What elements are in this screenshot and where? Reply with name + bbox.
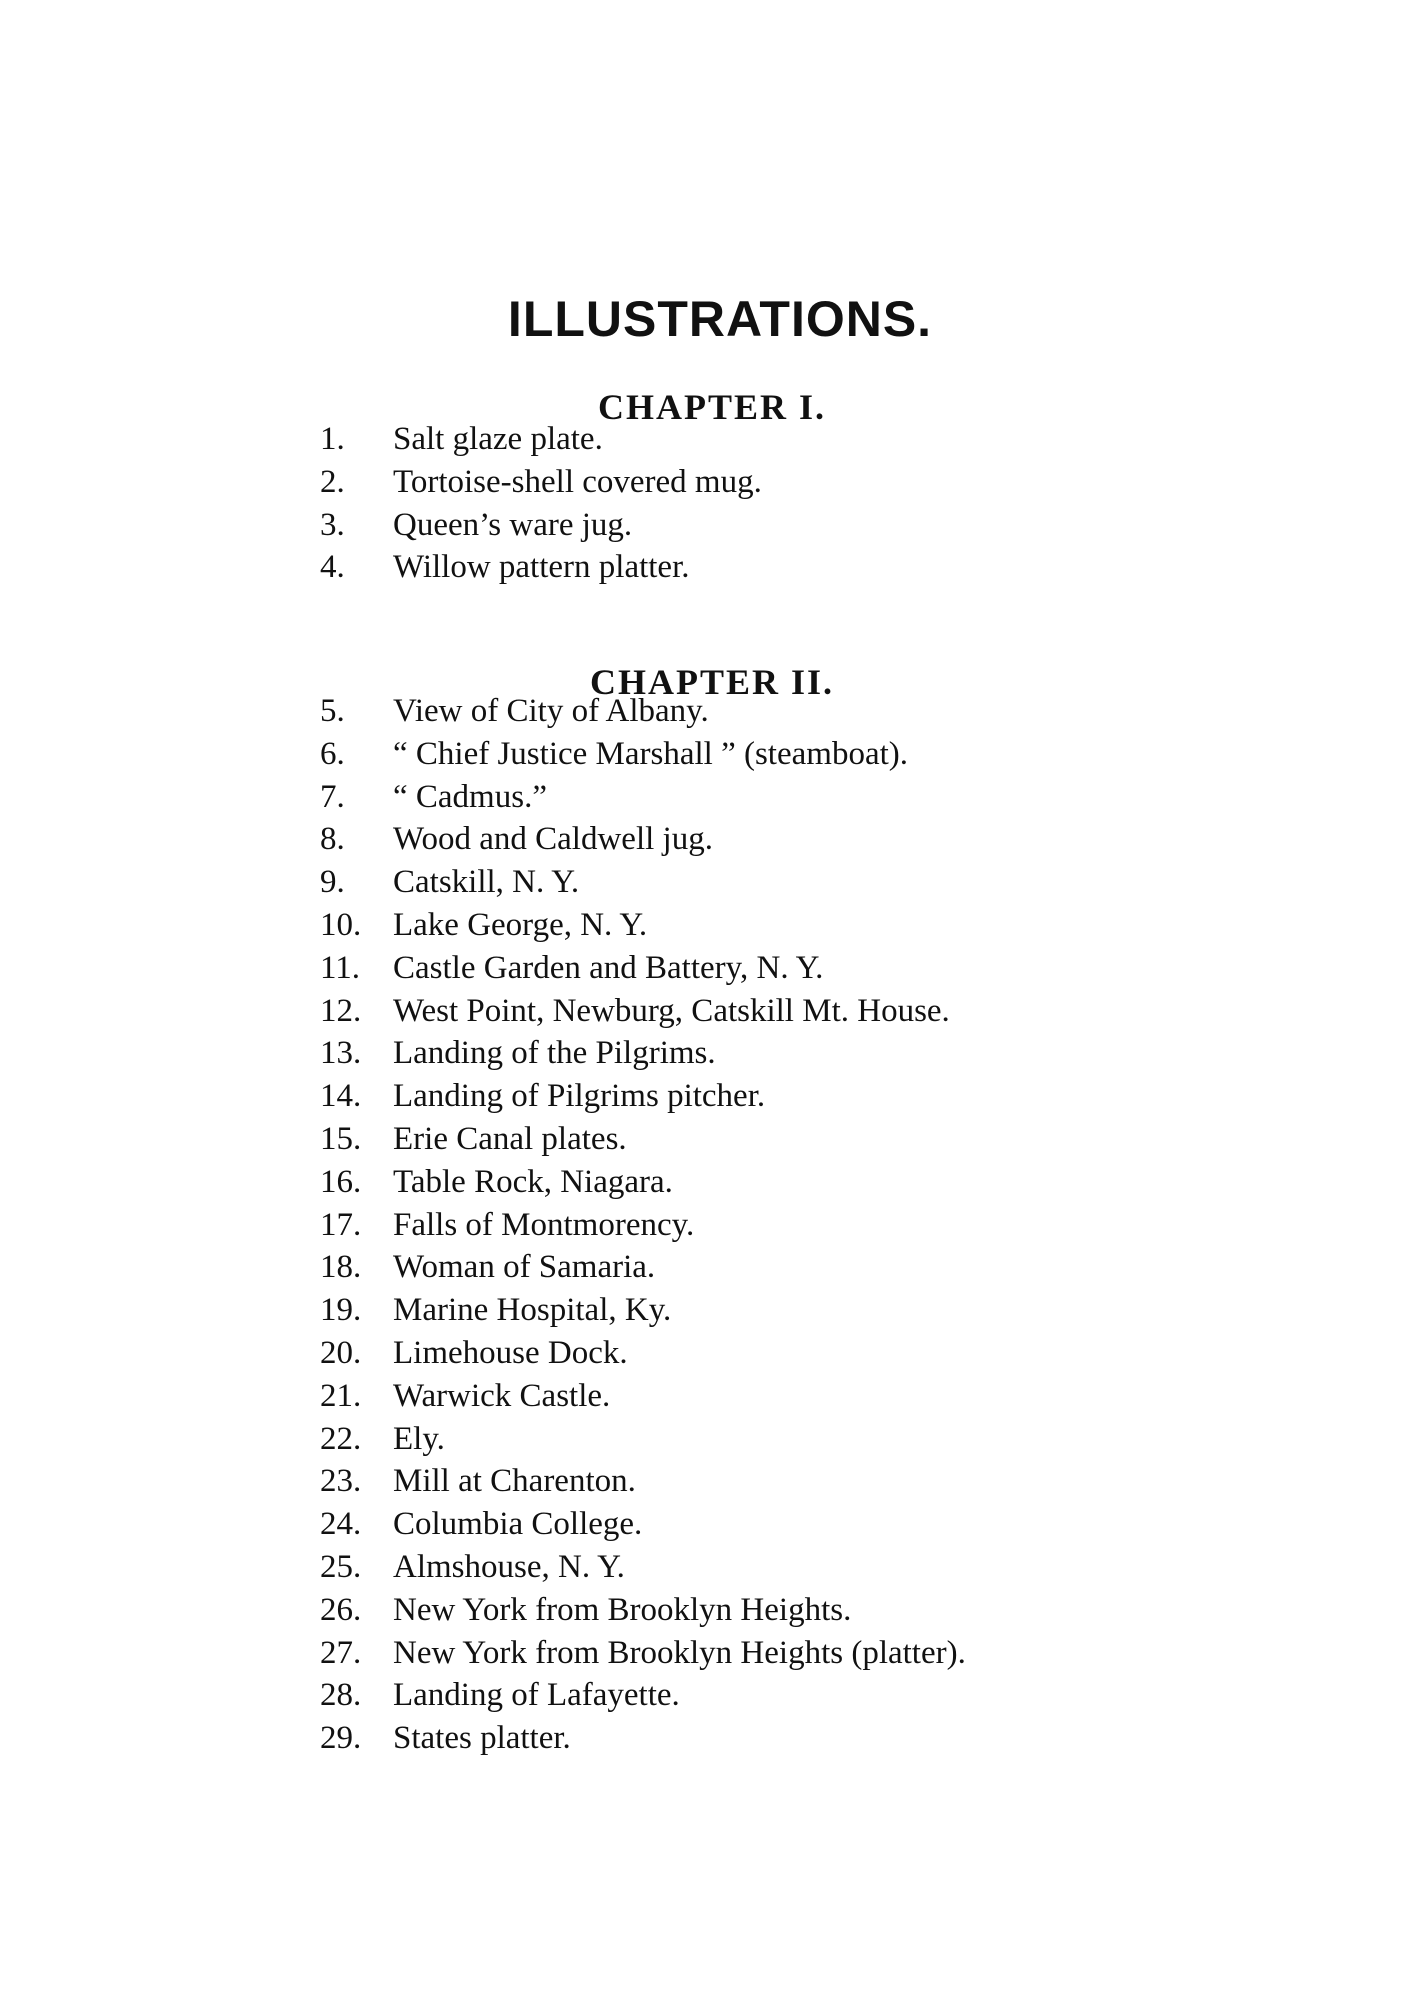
list-item <box>320 461 762 504</box>
list-item <box>320 1204 966 1247</box>
item-number: 4. <box>320 549 345 586</box>
item-text: Mill at Charenton. <box>393 1463 636 1500</box>
item-text: Erie Canal plates. <box>393 1120 627 1157</box>
chapter-heading: CHAPTER I. <box>597 386 827 427</box>
list-item <box>320 1246 966 1289</box>
item-number: 12. <box>320 992 362 1029</box>
item-number: 18. <box>320 1249 362 1286</box>
list-item <box>320 1375 966 1418</box>
list-item <box>320 1418 966 1461</box>
list-item <box>320 1674 966 1717</box>
item-number: 27. <box>320 1634 362 1671</box>
list-item <box>320 1546 966 1589</box>
item-number: 25. <box>320 1548 362 1585</box>
list-item <box>320 990 966 1033</box>
item-text: West Point, Newburg, Catskill Mt. House. <box>393 992 950 1029</box>
list-item <box>320 1589 966 1632</box>
item-text: Table Rock, Niagara. <box>393 1163 673 1200</box>
list-item <box>320 690 966 733</box>
list-item <box>320 1289 966 1332</box>
item-text: Warwick Castle. <box>393 1377 611 1414</box>
illustration-list <box>320 418 762 589</box>
list-item <box>320 1503 966 1546</box>
item-text: Marine Hospital, Ky. <box>393 1292 672 1329</box>
item-number: 24. <box>320 1506 362 1543</box>
item-text: View of City of Albany. <box>393 693 709 729</box>
item-text: Landing of Lafayette. <box>393 1677 680 1714</box>
list-item <box>320 418 762 461</box>
item-number: 8. <box>320 821 345 858</box>
list-item <box>320 733 966 776</box>
item-number: 26. <box>320 1591 362 1628</box>
page-title: ILLUSTRATIONS. <box>507 290 933 347</box>
item-text: Lake George, N. Y. <box>393 906 648 943</box>
item-number: 11. <box>320 949 361 986</box>
list-item <box>320 1118 966 1161</box>
item-text: “ Chief Justice Marshall ” (steamboat). <box>393 735 908 772</box>
item-text: Tortoise-shell covered mug. <box>393 463 762 500</box>
list-item <box>320 546 762 589</box>
item-number: 16. <box>320 1163 362 1200</box>
item-text: Castle Garden and Battery, N. Y. <box>393 949 824 986</box>
list-item <box>320 1332 966 1375</box>
item-text: Willow pattern platter. <box>393 549 690 586</box>
item-number: 17. <box>320 1206 362 1243</box>
item-number: 7. <box>320 778 345 815</box>
item-text: Woman of Samaria. <box>393 1249 656 1286</box>
list-item <box>320 1717 966 1760</box>
list-item <box>320 776 966 819</box>
item-number: 6. <box>320 735 345 772</box>
item-number: 22. <box>320 1420 362 1457</box>
item-text: Salt glaze plate. <box>393 421 603 457</box>
list-item <box>320 818 966 861</box>
item-text: “ Cadmus.” <box>393 778 547 815</box>
chapter-heading: CHAPTER II. <box>589 661 835 702</box>
item-number: 14. <box>320 1078 362 1115</box>
item-text: Wood and Caldwell jug. <box>393 821 713 858</box>
list-item <box>320 1460 966 1503</box>
item-text: States platter. <box>393 1720 571 1757</box>
item-number: 29. <box>320 1720 362 1757</box>
item-number: 9. <box>320 864 345 901</box>
item-number: 20. <box>320 1334 362 1371</box>
item-text: New York from Brooklyn Heights. <box>393 1591 852 1628</box>
item-number: 19. <box>320 1292 362 1329</box>
illustration-list <box>320 690 966 1760</box>
item-text: Landing of Pilgrims pitcher. <box>393 1078 766 1115</box>
list-item <box>320 504 762 547</box>
list-item <box>320 1032 966 1075</box>
item-number: 21. <box>320 1377 362 1414</box>
list-item <box>320 1161 966 1204</box>
item-text: Queen’s ware jug. <box>393 506 633 543</box>
item-number: 28. <box>320 1677 362 1714</box>
item-text: Almshouse, N. Y. <box>393 1548 625 1585</box>
item-text: Catskill, N. Y. <box>393 864 580 901</box>
list-item <box>320 1075 966 1118</box>
item-number: 1. <box>320 421 345 457</box>
item-number: 15. <box>320 1120 362 1157</box>
list-item <box>320 1632 966 1675</box>
item-text: Landing of the Pilgrims. <box>393 1035 716 1072</box>
item-text: Columbia College. <box>393 1506 643 1543</box>
item-number: 3. <box>320 506 345 543</box>
item-number: 23. <box>320 1463 362 1500</box>
list-item <box>320 861 966 904</box>
item-text: New York from Brooklyn Heights (platter). <box>393 1634 966 1671</box>
item-number: 5. <box>320 693 345 729</box>
item-number: 10. <box>320 906 362 943</box>
item-text: Falls of Montmorency. <box>393 1206 695 1243</box>
item-text: Ely. <box>393 1420 445 1457</box>
item-number: 2. <box>320 463 345 500</box>
item-text: Limehouse Dock. <box>393 1334 628 1371</box>
list-item <box>320 947 966 990</box>
list-item <box>320 904 966 947</box>
item-number: 13. <box>320 1035 362 1072</box>
